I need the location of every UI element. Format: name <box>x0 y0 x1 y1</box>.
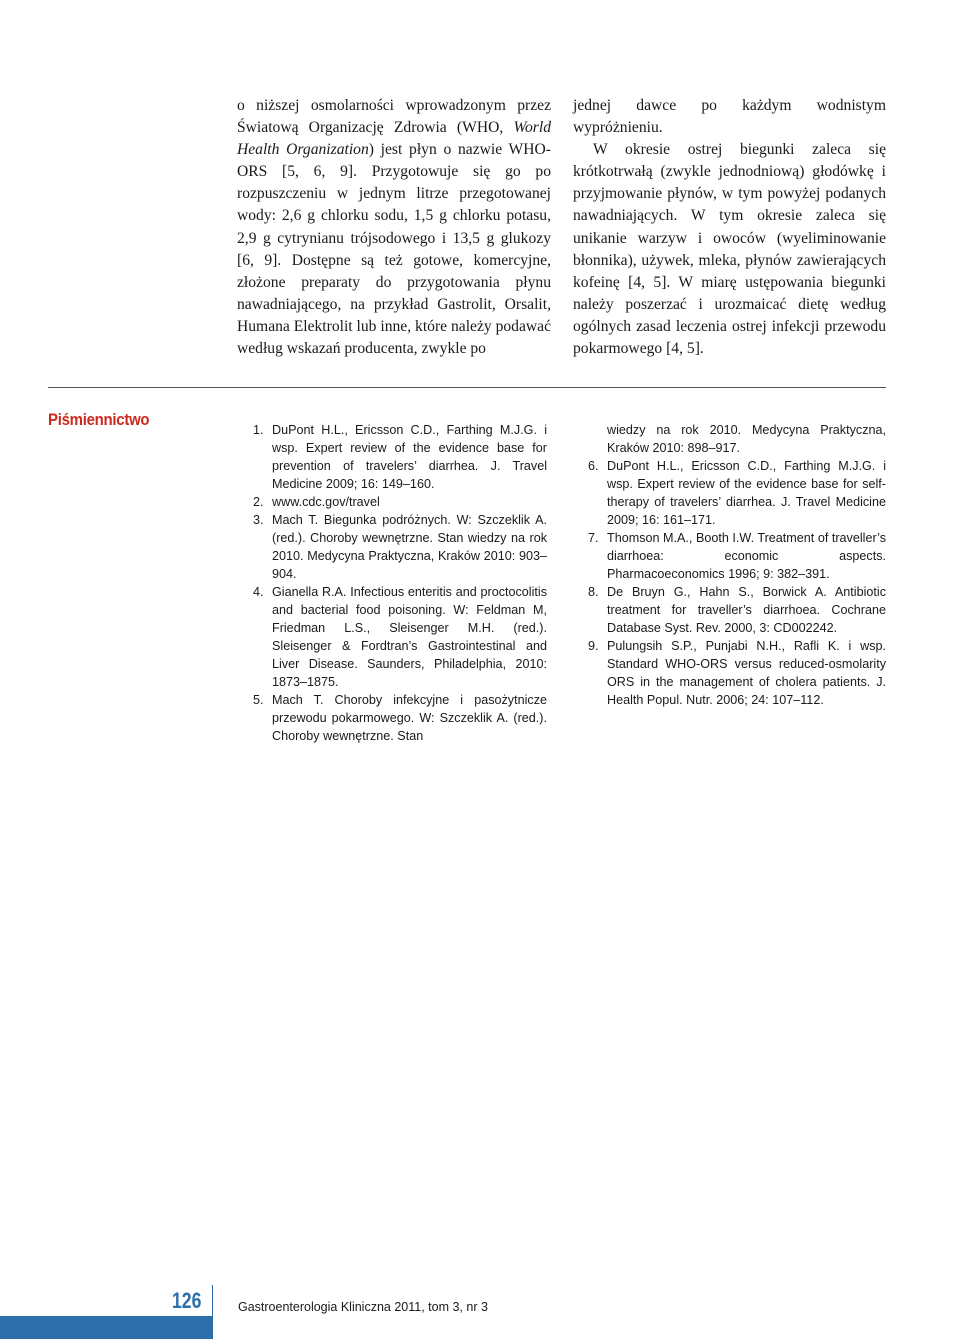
reference-text: De Bruyn G., Hahn S., Borwick A. Antibiotic treatment for traveller’s diarrhoea. Cochrane Database Syst. Rev. 2000, 3: CD002242. <box>607 585 886 635</box>
reference-item <box>253 583 547 691</box>
footer-color-bar <box>0 1316 212 1339</box>
reference-text: DuPont H.L., Ericsson C.D., Farthing M.J.G. i wsp. Expert review of the evidence base for self-therapy of travelers’ diarrhea. J. Travel Medicine 2009; 16: 161–171. <box>607 459 886 527</box>
reference-list-right <box>588 421 886 709</box>
reference-item <box>253 691 547 745</box>
body-paragraph <box>237 95 551 360</box>
reference-item <box>588 583 886 637</box>
references-heading: Piśmiennictwo <box>48 410 150 429</box>
reference-continuation: wiedzy na rok 2010. Medycyna Praktyczna, Kraków 2010: 898–917. <box>607 423 886 455</box>
reference-number: 6. <box>588 459 599 473</box>
reference-text: DuPont H.L., Ericsson C.D., Farthing M.J.G. i wsp. Expert review of the evidence base for prevention of travelers’ diarrhea. J. Travel Medicine 2009; 16: 149–160. <box>272 423 547 491</box>
body-text-italic: World Health Organization <box>237 119 551 159</box>
reference-number: 3. <box>253 513 264 527</box>
body-paragraph: W okresie ostrej biegunki zaleca się krótkotrwałą (zwykle jednodniową) głodówkę i przyjmowanie płynów, w tym powyżej podanych nawadniających. W tym okresie zaleca się unikanie warzyw i owoców (wyeliminowanie błonnika), używek, mleka, płynów zawierających kofeinę [4, 5]. W miarę ustępowania biegunki należy poszerzać i urozmaicać dietę według ogólnych zasad leczenia ostrej infekcji przewodu pokarmowego [4, 5]. <box>573 141 886 358</box>
section-divider <box>48 387 886 388</box>
body-text: o niższej osmolarności wprowadzonym przez Światową Organizację Zdrowia (WHO, <box>237 97 551 137</box>
reference-text: www.cdc.gov/travel <box>272 495 380 509</box>
reference-number: 4. <box>253 585 264 599</box>
reference-text: Gianella R.A. Infectious enteritis and proctocolitis and bacterial food poisoning. W: Feldman M, Friedman L.S., Sleisenger M.H. (red.). Sleisenger & Fordtran’s Gastrointestinal and Liver Disease. Saunders, Philadelphia, 2010: 1873–1875. <box>272 585 547 689</box>
reference-number: 1. <box>253 423 264 437</box>
journal-citation: Gastroenterologia Kliniczna 2011, tom 3, nr 3 <box>238 1300 488 1314</box>
reference-item <box>588 637 886 709</box>
reference-text: Mach T. Biegunka podróżnych. W: Szczeklik A. (red.). Choroby wewnętrzne. Stan wiedzy na rok 2010. Medycyna Praktyczna, Kraków 2010: 903–904. <box>272 513 547 581</box>
body-text: ) jest płyn o nazwie WHO-ORS [5, 6, 9]. Przygotowuje się go po rozpuszczeniu w jednym litrze przegotowanej wody: 2,6 g chlorku sodu, 1,5 g chlorku potasu, 2,9 g cytrynianu trójsodowego i 13,5 g glukozy [6, 9]. Dostępne są też gotowe, komercyjne, złożone preparaty do przygotowania płynu nawadniającego, na przykład Gastrolit, Orsalit, Humana Elektrolit lub inne, które należy podawać według wskazań producenta, zwykle po <box>237 141 551 358</box>
body-paragraph: jednej dawce po każdym wodnistym wypróżnieniu. <box>573 97 886 137</box>
reference-number: 9. <box>588 639 599 653</box>
reference-item <box>588 529 886 583</box>
reference-item <box>253 421 547 493</box>
reference-number: 7. <box>588 531 599 545</box>
page-number: 126 <box>172 1288 202 1313</box>
body-column-left <box>237 95 551 360</box>
reference-item <box>253 511 547 583</box>
reference-number: 2. <box>253 495 264 509</box>
reference-number: 5. <box>253 693 264 707</box>
reference-list-left <box>253 421 547 745</box>
footer-rule <box>212 1285 213 1339</box>
reference-text: Thomson M.A., Booth I.W. Treatment of traveller’s diarrhoea: economic aspects. Pharmacoeconomics 1996; 9: 382–391. <box>607 531 886 581</box>
reference-text: Pulungsih S.P., Punjabi N.H., Rafli K. i wsp. Standard WHO-ORS versus reduced-osmolarity ORS in the management of cholera patients. J. Health Popul. Nutr. 2006; 24: 107–112. <box>607 639 886 707</box>
reference-text: Mach T. Choroby infekcyjne i pasożytnicze przewodu pokarmowego. W: Szczeklik A. (red.). Choroby wewnętrzne. Stan <box>272 693 547 743</box>
reference-number: 8. <box>588 585 599 599</box>
reference-item <box>588 457 886 529</box>
reference-item <box>253 493 547 511</box>
body-column-right <box>573 95 886 360</box>
